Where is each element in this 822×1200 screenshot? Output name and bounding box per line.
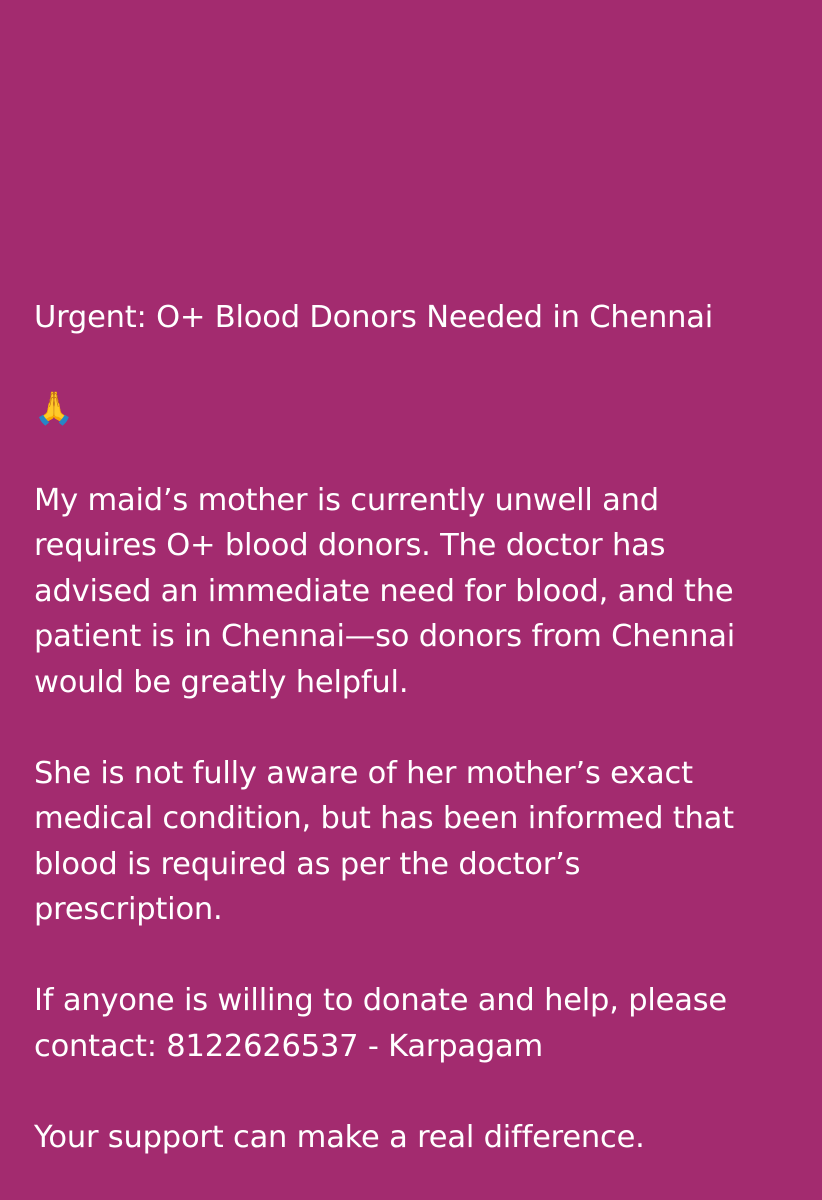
paragraph-request: My maid’s mother is currently unwell and requires O+ blood donors. The doctor has advised an immediate need for blood, and the patient is in Chennai—so donors from Chennai would be greatly helpful. <box>34 482 735 700</box>
paragraph-contact: If anyone is willing to donate and help, please contact: 8122626537 - Karpagam <box>34 983 727 1064</box>
note-body <box>34 249 794 1160</box>
folded-hands-icon: 🙏 <box>34 388 74 427</box>
note-title: Urgent: O+ Blood Donors Needed in Chennai <box>34 299 714 335</box>
paragraph-condition: She is not fully aware of her mother’s exact medical condition, but has been informed that blood is required as per the doctor’s prescription. <box>34 755 734 927</box>
note-title-block <box>34 249 794 432</box>
paragraph-closing: Your support can make a real difference. <box>34 1119 645 1155</box>
